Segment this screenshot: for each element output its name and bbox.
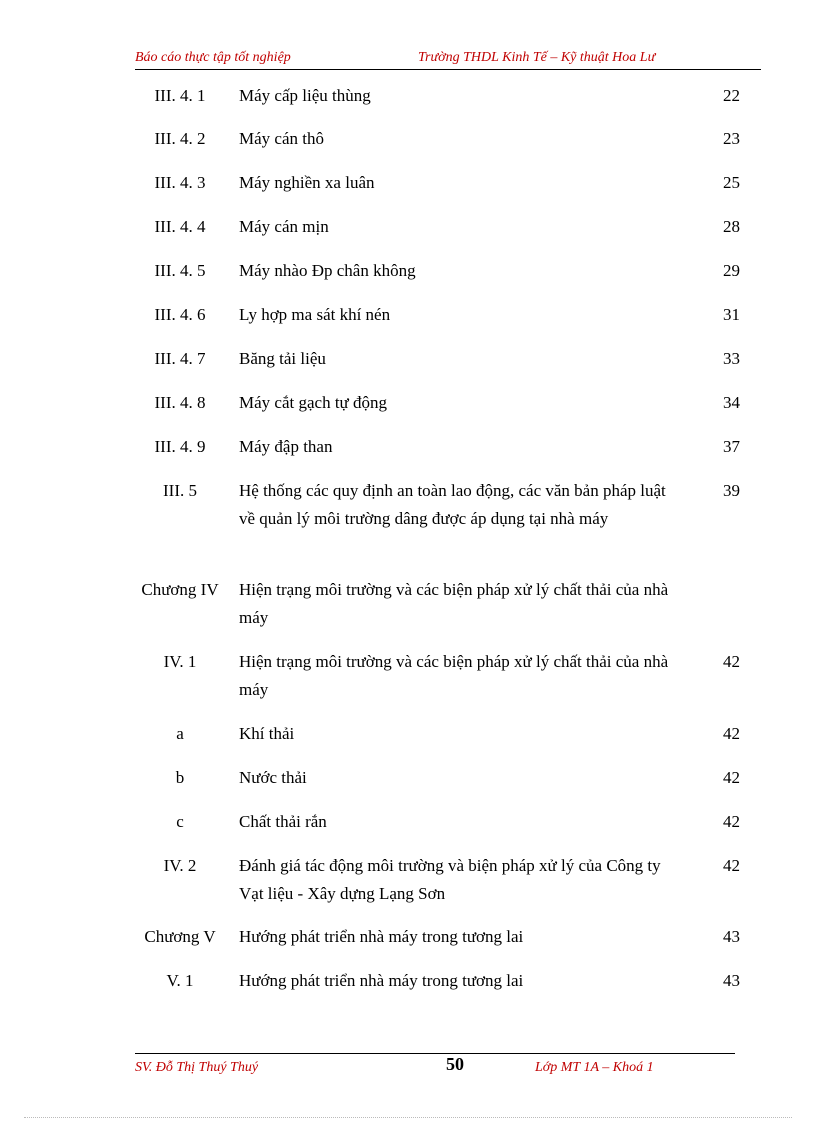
toc-number: IV. 2 [163, 856, 197, 875]
toc-page: 28 [723, 217, 740, 236]
toc-page: 25 [723, 173, 740, 192]
toc-page: 22 [723, 86, 740, 105]
toc-number: III. 4. 9 [154, 437, 206, 456]
toc-page: 42 [723, 724, 740, 743]
toc-title: Máy cán mịn [239, 217, 329, 236]
toc-number: c [176, 812, 184, 831]
toc-number: III. 4. 6 [154, 305, 206, 324]
toc-number: Chương V [144, 927, 216, 946]
toc-title: Máy đập than [239, 437, 333, 456]
toc-page: 37 [723, 437, 740, 456]
toc-title: Chất thải rắn [239, 812, 327, 831]
toc-number: III. 4. 7 [154, 349, 206, 368]
toc-page: 39 [723, 481, 740, 500]
toc-number: III. 4. 4 [154, 217, 206, 236]
toc-title: Máy cắt gạch tự động [239, 393, 388, 412]
header-left: Báo cáo thực tập tốt nghiệp [135, 50, 291, 65]
toc-number: V. 1 [166, 971, 194, 990]
footer-class: Lớp MT 1A – Khoá 1 [535, 1060, 654, 1075]
toc-title: Băng tải liệu [239, 349, 326, 368]
toc-page: 43 [723, 927, 740, 946]
toc-number: III. 4. 8 [154, 393, 206, 412]
toc-title: Hệ thống các quy định an toàn lao động, các văn bản pháp luật về quản lý môi trường dâng được áp dụng tại nhà máy [239, 481, 666, 528]
page-header [135, 50, 761, 70]
toc-page: 29 [723, 261, 740, 280]
toc-number: IV. 1 [163, 652, 197, 671]
toc-number: III. 5 [163, 481, 197, 500]
toc-title: Hiện trạng môi trường và các biện pháp xử lý chất thải của nhà máy [239, 652, 669, 699]
toc-title: Máy cán thô [239, 129, 324, 148]
toc-page: 42 [723, 768, 740, 787]
toc-page: 43 [723, 971, 740, 990]
toc-title: Máy cấp liệu thùng [239, 86, 371, 105]
toc-title: Máy nhào Đp chân không [239, 261, 416, 280]
toc-title: Hướng phát triển nhà máy trong tương lai [239, 971, 524, 990]
toc-number: III. 4. 5 [154, 261, 206, 280]
toc-page: 31 [723, 305, 740, 324]
toc-title: Hướng phát triển nhà máy trong tương lai [239, 927, 524, 946]
toc-page: 34 [723, 393, 740, 412]
page-edge-divider [24, 1117, 792, 1118]
toc-page: 42 [723, 652, 740, 671]
toc-number: b [175, 768, 185, 787]
toc-number: Chương IV [141, 580, 219, 599]
header-right: Trường THDL Kinh Tế – Kỹ thuật Hoa Lư [418, 50, 656, 65]
toc-title: Ly hợp ma sát khí nén [239, 305, 391, 324]
toc-page: 33 [723, 349, 740, 368]
toc-number: III. 4. 1 [154, 86, 206, 105]
toc-page: 42 [723, 812, 740, 831]
toc-page: 42 [723, 856, 740, 875]
toc-page: 23 [723, 129, 740, 148]
toc-number: III. 4. 2 [154, 129, 206, 148]
page-footer [135, 1053, 735, 1080]
footer-author: SV. Đỗ Thị Thuý Thuý [135, 1060, 259, 1075]
toc-number: a [176, 724, 184, 743]
page-number: 50 [446, 1054, 464, 1074]
toc-title: Nước thải [239, 768, 307, 787]
toc-title: Đánh giá tác động môi trường và biện pháp xử lý của Công ty Vạt liệu - Xây dựng Lạng Sơn [239, 856, 661, 903]
toc-title: Hiện trạng môi trường và các biện pháp xử lý chất thải của nhà máy [239, 580, 669, 627]
toc-title: Máy nghiền xa luân [239, 173, 375, 192]
toc-number: III. 4. 3 [154, 173, 206, 192]
toc-title: Khí thải [239, 724, 295, 743]
